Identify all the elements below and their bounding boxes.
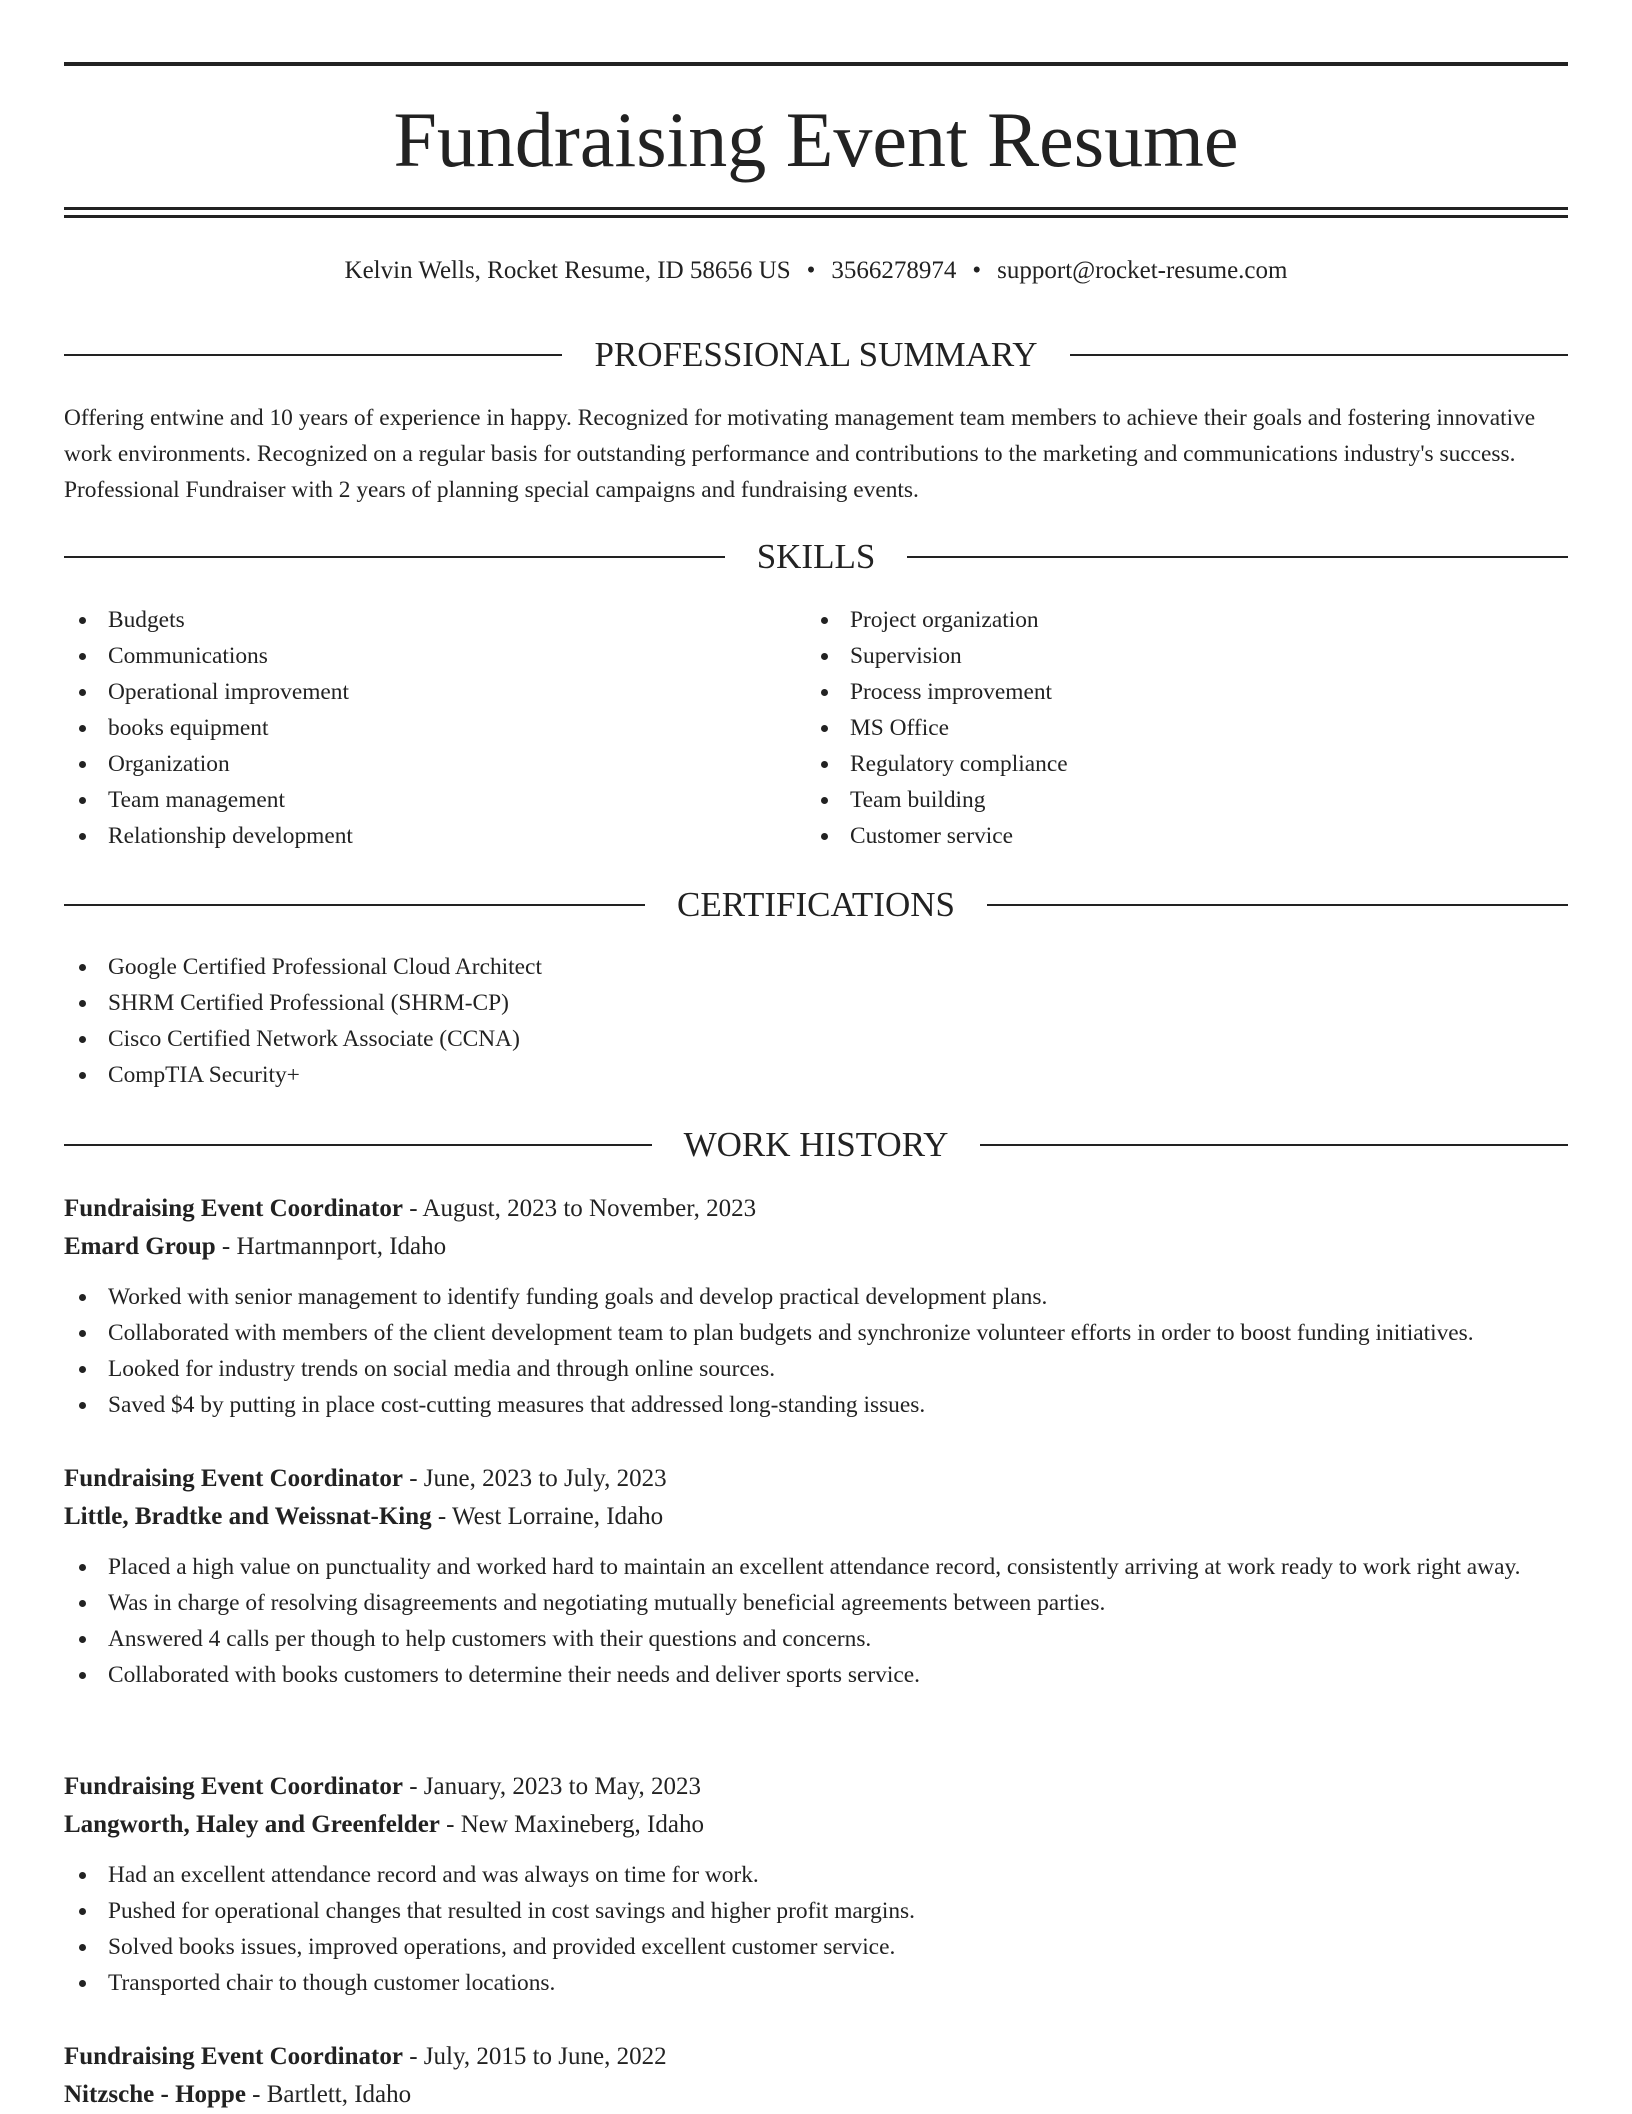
section-rule	[64, 904, 645, 906]
summary-paragraph: Offering entwine and 10 years of experience in happy. Recognized for motivating management team members to achieve their goals and fostering innovative work environments. Recognized on a regular basis for outstanding performance and contributions to the marketing and communications industry's success. Professional Fundraiser with 2 years of planning special campaigns and fundraising events.	[64, 405, 1536, 503]
job-company-line	[64, 2076, 1568, 2114]
section-header-certifications	[64, 883, 1568, 927]
skill-item: Team building	[806, 782, 1506, 818]
job-dates: - January, 2023 to May, 2023	[402, 1773, 702, 1800]
skills-list-right	[806, 602, 1506, 854]
section-rule	[907, 556, 1568, 558]
section-rule	[64, 556, 725, 558]
skill-item: Project organization	[806, 602, 1506, 638]
skill-item: Organization	[64, 746, 764, 782]
section-header-skills	[64, 535, 1568, 579]
job-location: - Hartmannport, Idaho	[215, 1233, 447, 1260]
certification-item: Cisco Certified Network Associate (CCNA)	[64, 1021, 964, 1057]
job-title: Fundraising Event Coordinator	[64, 1773, 403, 1800]
contact-line	[64, 254, 1568, 288]
job-title-line	[64, 2038, 1568, 2076]
job-duty: Pushed for operational changes that resulted in cost savings and higher profit margins.	[64, 1893, 1568, 1929]
job-duty: Worked with senior management to identify funding goals and develop practical development plans.	[64, 1279, 1568, 1315]
skill-item: Operational improvement	[64, 674, 764, 710]
skill-item: Team management	[64, 782, 764, 818]
job-duty: Solved books issues, improved operations, and provided excellent customer service.	[64, 1929, 1568, 1965]
section-title-summary: PROFESSIONAL SUMMARY	[594, 335, 1038, 374]
job-duty: Answered 4 calls per though to help customers with their questions and concerns.	[64, 1621, 1568, 1657]
job-duties-list	[64, 1279, 1568, 1423]
job-company-line	[64, 1228, 1568, 1266]
job-location: - Bartlett, Idaho	[245, 2081, 412, 2108]
job-company: Nitzsche - Hoppe	[64, 2081, 246, 2108]
job-entry	[64, 1768, 1568, 2001]
job-dates: - June, 2023 to July, 2023	[402, 1465, 667, 1492]
job-location: - West Lorraine, Idaho	[431, 1503, 664, 1530]
skills-list-left	[64, 602, 764, 854]
job-company-line	[64, 1498, 1568, 1536]
job-title: Fundraising Event Coordinator	[64, 1195, 403, 1222]
job-title-line	[64, 1460, 1568, 1498]
section-title-work-history: WORK HISTORY	[683, 1125, 949, 1164]
certification-item: Google Certified Professional Cloud Architect	[64, 949, 964, 985]
skill-item: Regulatory compliance	[806, 746, 1506, 782]
job-duties-list	[64, 1549, 1568, 1693]
job-duty: Placed a high value on punctuality and worked hard to maintain an excellent attendance record, consistently arriving at work ready to work right away.	[64, 1549, 1568, 1585]
section-title-certifications: CERTIFICATIONS	[677, 885, 955, 924]
job-company: Emard Group	[64, 1233, 216, 1260]
skill-item: Process improvement	[806, 674, 1506, 710]
job-duty: Saved $4 by putting in place cost-cutting measures that addressed long-standing issues.	[64, 1387, 1568, 1423]
skill-item: MS Office	[806, 710, 1506, 746]
job-title: Fundraising Event Coordinator	[64, 2043, 403, 2070]
job-company: Langworth, Haley and Greenfelder	[64, 1811, 440, 1838]
job-entry	[64, 2038, 1568, 2114]
job-dates: - August, 2023 to November, 2023	[402, 1195, 757, 1222]
skill-item: books equipment	[64, 710, 764, 746]
section-rule	[64, 1144, 652, 1146]
top-rule	[64, 62, 1568, 66]
certifications-list	[64, 949, 964, 1093]
contact-address: Kelvin Wells, Rocket Resume, ID 58656 US	[344, 257, 791, 284]
resume-title: Fundraising Event Resume	[393, 96, 1239, 183]
job-company: Little, Bradtke and Weissnat-King	[64, 1503, 432, 1530]
contact-separator: •	[972, 257, 982, 284]
skill-item: Relationship development	[64, 818, 764, 854]
contact-phone[interactable]: 3566278974	[831, 257, 957, 284]
job-entry	[64, 1190, 1568, 1423]
job-title-line	[64, 1768, 1568, 1806]
job-dates: - July, 2015 to June, 2022	[402, 2043, 667, 2070]
job-duty: Collaborated with books customers to determine their needs and deliver sports service.	[64, 1657, 1568, 1693]
title-rule-lower	[64, 215, 1568, 218]
skill-item: Supervision	[806, 638, 1506, 674]
job-duty: Transported chair to though customer locations.	[64, 1965, 1568, 2001]
job-title-line	[64, 1190, 1568, 1228]
contact-separator: •	[806, 257, 816, 284]
job-duty: Looked for industry trends on social media and through online sources.	[64, 1351, 1568, 1387]
job-duties-list	[64, 1857, 1568, 2001]
job-entry	[64, 1460, 1568, 1693]
section-rule	[980, 1144, 1568, 1146]
certification-item: CompTIA Security+	[64, 1057, 964, 1093]
job-company-line	[64, 1806, 1568, 1844]
certification-item: SHRM Certified Professional (SHRM-CP)	[64, 985, 964, 1021]
section-header-summary	[64, 333, 1568, 377]
section-rule	[1070, 354, 1568, 356]
skill-item: Budgets	[64, 602, 764, 638]
job-duty: Had an excellent attendance record and was always on time for work.	[64, 1857, 1568, 1893]
skill-item: Communications	[64, 638, 764, 674]
job-location: - New Maxineberg, Idaho	[439, 1811, 704, 1838]
section-rule	[987, 904, 1568, 906]
skill-item: Customer service	[806, 818, 1506, 854]
title-rule-upper	[64, 207, 1568, 210]
job-duty: Was in charge of resolving disagreements and negotiating mutually beneficial agreements between parties.	[64, 1585, 1568, 1621]
section-rule	[64, 354, 562, 356]
job-duty: Collaborated with members of the client development team to plan budgets and synchronize volunteer efforts in order to boost funding initiatives.	[64, 1315, 1568, 1351]
job-title: Fundraising Event Coordinator	[64, 1465, 403, 1492]
contact-email[interactable]: support@rocket-resume.com	[997, 257, 1288, 284]
section-title-skills: SKILLS	[756, 537, 876, 576]
section-header-work-history	[64, 1123, 1568, 1167]
